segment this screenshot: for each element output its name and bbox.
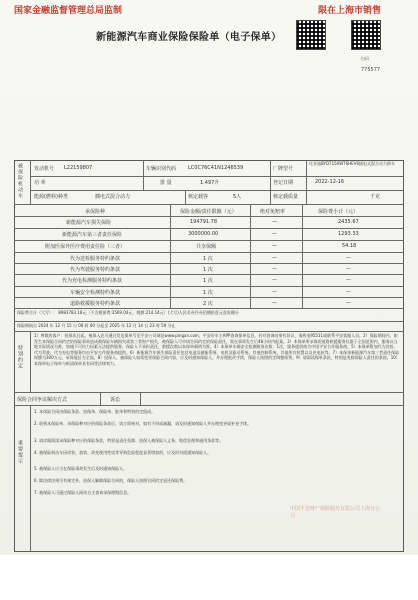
policy-serial: 775577 xyxy=(361,67,381,73)
dispute-value: 诉讼 xyxy=(110,397,121,403)
coverage-amount: 194791.78 xyxy=(190,219,218,225)
load-label: 核定载质量 xyxy=(273,194,299,200)
coverage-premium: — xyxy=(346,266,351,272)
coverage-amount: 1 次 xyxy=(203,256,213,262)
col-premium-header: 保险费小计（元） xyxy=(318,209,359,215)
engine-value: L22159807 xyxy=(64,165,93,171)
coverage-premium: — xyxy=(346,277,351,283)
company-stamp: 中国平安财产保险股份有限公司上海分公司 xyxy=(290,506,381,519)
coverage-premium: — xyxy=(346,300,351,306)
coverage-deductible: — xyxy=(272,243,277,249)
brand-label: 厂牌型号 xyxy=(273,166,294,172)
coverage-premium: — xyxy=(346,255,351,261)
coverage-amount: 2 次 xyxy=(203,301,213,307)
notice-item: 1. 本保险合同由保险条款、投保单、保险单、批单和特别约定组成。 xyxy=(34,409,156,414)
coverage-item: 新能源汽车损失保险 xyxy=(66,220,112,226)
load-value: 千克 xyxy=(370,194,381,200)
policy-title: 新能源汽车商业保险保险单（电子保单） xyxy=(96,32,282,43)
qr-caption: 扫码 xyxy=(361,56,369,61)
coverage-item: 代为充电检测服务特约条款 xyxy=(62,278,123,284)
energy-label: 能源(燃料)种类 xyxy=(34,194,68,200)
notice-item: 7. 被保险人可通过保险人网站自主查询承保理赔信息。 xyxy=(34,490,132,495)
coverage-deductible: — xyxy=(272,289,277,295)
reg-date-label: 登记日期 xyxy=(273,180,294,186)
coverage-premium: 2435.67 xyxy=(338,219,359,225)
coverage-deductible: — xyxy=(272,266,277,272)
notice-item: 5. 被保险人应当在保险事故发生后及时通知保险人。 xyxy=(34,466,128,471)
coverage-deductible: — xyxy=(272,255,277,261)
special-terms-label: 特别约定 xyxy=(17,345,23,369)
coverage-amount: 3000000.00 xyxy=(188,231,219,237)
coverage-deductible: — xyxy=(272,219,277,225)
capacity-label: 核定载客 xyxy=(188,194,209,200)
notice-item: 2. 收到本保险单、承保险种对应的保险条款后，请立即核对，如有不符或疏漏，请及时通知保险人并办理变更或补充手续。 xyxy=(34,421,252,426)
vehicle-section-label: 被保险机动车 xyxy=(17,163,23,199)
coverage-amount: 共享保额 xyxy=(196,244,217,250)
qr-code-icon[interactable] xyxy=(296,20,326,50)
energy-value: 插电式混合动力 xyxy=(95,194,131,200)
notice-item: 4. 被保险机动车因改装、加装、改变使用性质等导致危险程度显著增加的，应及时书面通知保险人。 xyxy=(34,450,212,455)
notices-label: 重要提示 xyxy=(17,440,23,464)
coverage-item: 道路救援服务特约条款 xyxy=(70,301,121,307)
coverage-premium: — xyxy=(346,289,351,295)
coverage-amount: 1 次 xyxy=(203,278,213,284)
engine-label: 发动机号 xyxy=(34,166,55,172)
coverage-item: 车辆安全检测特约条款 xyxy=(70,290,121,296)
notice-item: 3. 请详细阅读承保险种对应的保险条款，特别是责任免除、投保人被保险人义务、赔偿处理和通用条款等。 xyxy=(34,438,224,443)
displacement-value: 1.497升 xyxy=(200,180,220,186)
capacity-value: 5人 xyxy=(233,194,242,200)
displacement-label: 排 量 xyxy=(160,180,172,186)
coverage-deductible: — xyxy=(272,300,277,306)
coverage-premium: 54.18 xyxy=(342,243,357,249)
sales-region-note: 限在上海市销售 xyxy=(318,6,382,16)
coverage-amount: 1 次 xyxy=(203,290,213,296)
brand-value: 比亚迪BYD7150WT6HEV6插电式混合动力轿车 xyxy=(309,161,395,166)
premium-total: 保险费合计（大写）： 8983783.18元（不含税保费:3569.04元，税额:214.14元）(大写)人民币叁仟叁佰捌拾壹元壹角捌分 xyxy=(17,310,239,315)
reg-date-value: 2022-12-16 xyxy=(315,179,345,185)
dispute-label: 保险合同争议解决方式 xyxy=(17,397,68,403)
coverage-premium: 1293.33 xyxy=(338,231,359,237)
coverage-item: 代为送检服务特约条款 xyxy=(70,256,121,262)
coverage-deductible: — xyxy=(272,231,277,237)
special-terms-text: 1）尊敬的客户：投保次日起，被保人也可通过发送保单号至平安公司网址www.pingan.com、平安好车主APP查询保单信息，若对查询结果有异议，请致电95511或联系平安客服人员。2）保险期间内，如发生本保险合同约定的保险事故造成被保险车辆损失或第三者财产损失，被保险人可申请合同约定的保险责任，需在事故发生后48小时内报案。3）本保单所承保的道路救援服务仅限于全国范围内，服务以当地实际情况为准，如遇不可抗力因素无法提供服务，保险人不承担责任，救援次数以本保单载明为准。4）本保单车辆安全检测服务次数：1次，服务提供商为中国平安合作服务商。5）本保单附加代为送检、代为驾驶、代为充电等服务均由平安合作服务商提供。6）新能源汽车损失保险责任包括电池及储能系统、电机及驱动系统、其他控制系统、其他所有装置以及充电桩等。7）本保单新能源汽车第三者责任保险保额为300万元，承保地区为全国。8）投保人、被保险人如需变更保险合同内容，应及时通知保险人，并办理批改手续，保险人按照约定调整保费。9）请阅读保单条款，特别是免除保险人责任的条款。10）本保单电子保单与纸质保单具有同等法律效力。 xyxy=(34,333,400,366)
coverage-item: 代为驾驶服务特约条款 xyxy=(70,267,121,273)
issuer-label: 国家金融监督管理总局监制 xyxy=(14,6,123,16)
vin-value: LC0C76C41N1246539 xyxy=(188,165,244,171)
qr-code-icon[interactable] xyxy=(351,20,381,50)
vin-label: 车辆识别代码 xyxy=(146,166,177,172)
insurance-period: 保险期间自 2024 年 12 月 15 日 00 时 00 分起至 2025 年 12 月 14 日 23 时 59 分止 xyxy=(17,323,176,328)
coverage-item: 附加医保外医疗费用责任险（三者） xyxy=(45,244,126,250)
col-deductible-header: 绝对免赔率 xyxy=(260,209,286,215)
blank-area xyxy=(0,555,418,600)
coverage-item: 新能源汽车第三者责任保险 xyxy=(62,232,123,238)
col-item-header: 承保险种 xyxy=(85,209,106,215)
col-amount-header: 保险金额/责任限额（元） xyxy=(180,209,237,215)
coverage-deductible: — xyxy=(272,277,277,283)
power-label: 功 率 xyxy=(34,180,46,186)
notice-item: 6. 除法律法规另有规定外，投保人解除保险合同的，保险人按照合同约定退还保险费。 xyxy=(34,478,188,483)
coverage-amount: 1 次 xyxy=(203,267,213,273)
